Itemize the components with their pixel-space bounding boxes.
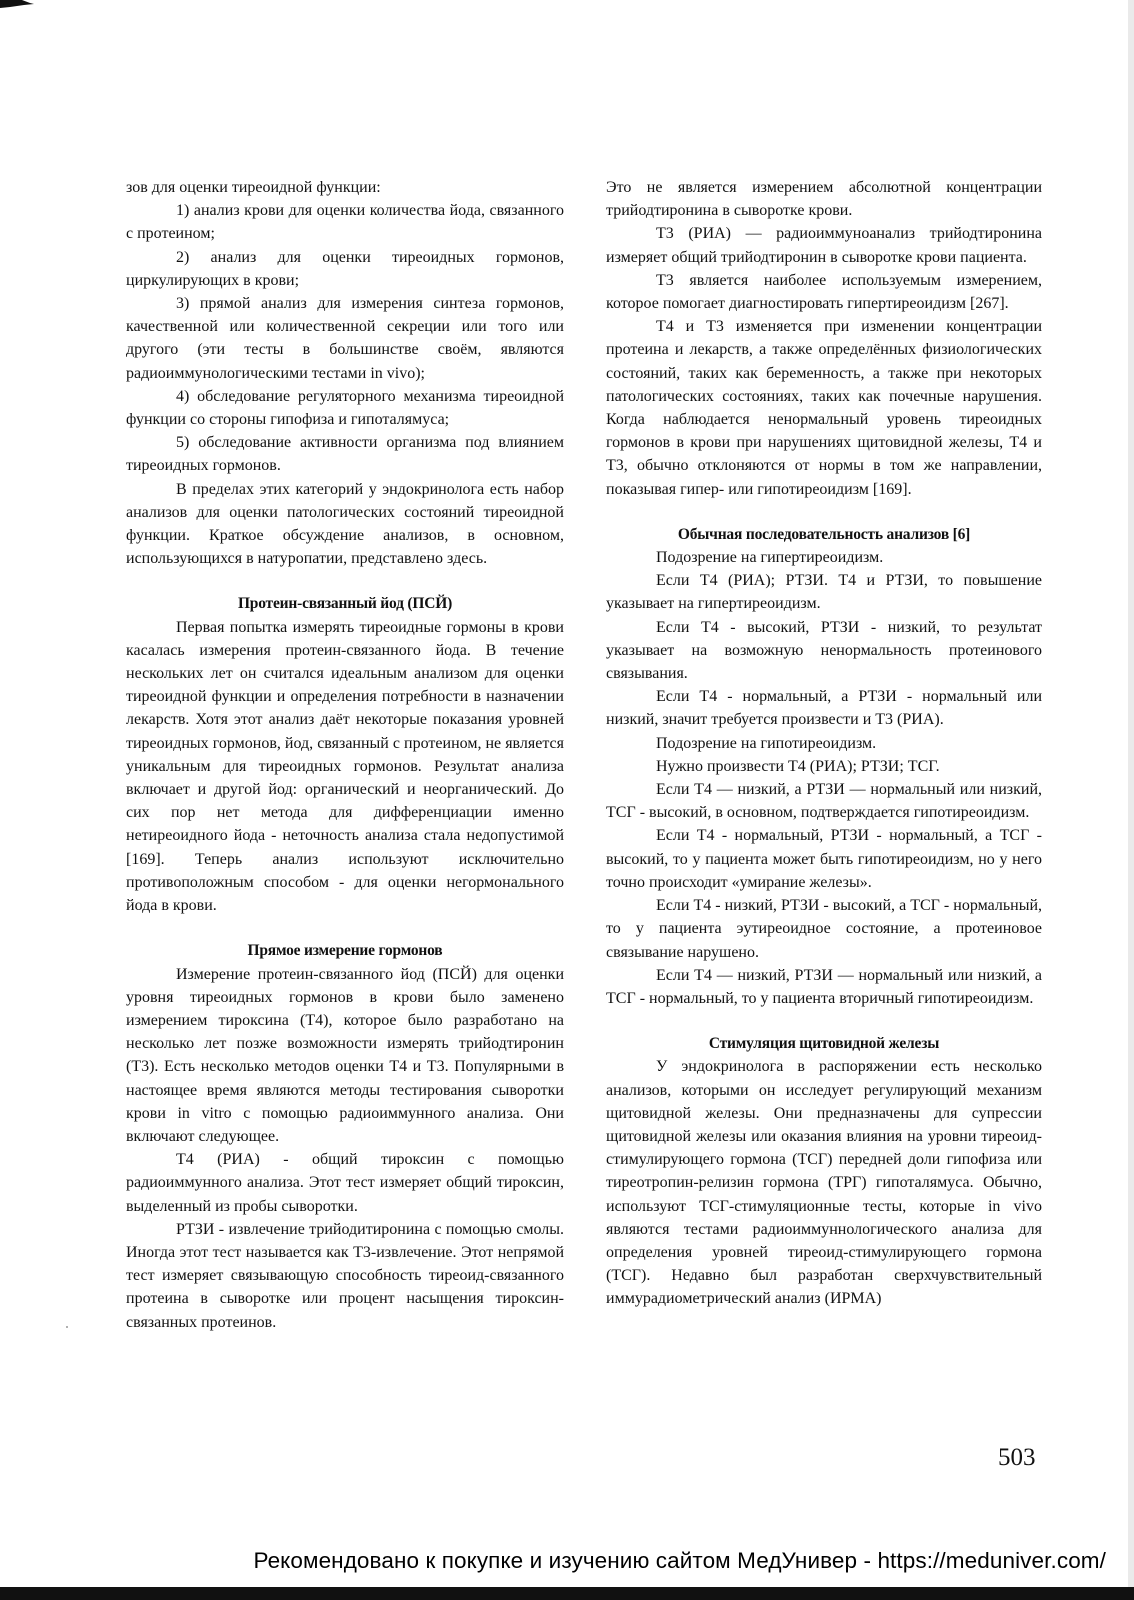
paragraph-psi: Первая попытка измерять тиреоидные гормоны в крови касалась измерения протеин-связанного йода. В течение нескольких лет он считался идеальным анализом для оценки тиреоидной функции и определения потребности в назначении лекарств. Хотя этот анализ даёт некоторые показания уровней тиреоидных гормонов, йод, связанный с протеином, не является уникальным для тиреоидных гормонов. Результат анализа включает и другой йод: органический и неорганический. До сих пор нет метода для дифференциации именно нетиреоидного йода - неточность анализа стала недопустимой [169]. Теперь анализ используют исключительно противоположным способом - для оценки негормонального йода в крови. (126, 618, 564, 915)
page-number: 503 (998, 1444, 1036, 1471)
paragraph-t4: Т4 (РИА) - общий тироксин с помощью радиоиммунного анализа. Этот тест измеряет общий тироксин, выделенный из пробы сыворотки. (126, 1151, 564, 1215)
paragraph-stimulation: У эндокринолога в распоряжении есть несколько анализов, которыми он исследует регулирующий механизм щитовидной железы. Они предназначены для супрессии щитовидной железы или оказания влияния на уровни тиреоид-стимулирующего гормона (ТСГ) передней доли гипофиза или тиреотропин-релизин гормона (ТРГ) гипоталямуса. Обычно, используют ТСГ-стимуляционные тесты, которые in vivo являются тестами радиоиммуннологического анализа для определения уровней тиреоид-стимулирующего гормона (ТСГ). Недавно был разработан сверхчувствительный иммурадиометрический анализ (ИРМА) (606, 1058, 1042, 1308)
footer-banner: Рекомендовано к покупке и изучению сайтом МедУнивер - https://meduniver.com/ (253, 1548, 1106, 1573)
sequence-item: Если Т4 - нормальный, РТЗИ - нормальный, а ТСГ - высокий, то у пациента может быть гипотиреоидизм, но у него точно происходит «умирание железы». (606, 827, 1042, 891)
sequence-item: Если Т4 — низкий, РТЗИ — нормальный или низкий, а ТСГ - нормальный, то у пациента вторичный гипотиреоидизм. (606, 966, 1042, 1007)
sequence-item: Если Т4 — низкий, а РТЗИ — нормальный или низкий, ТСГ - высокий, в основном, подтверждается гипотиреоидизм. (606, 781, 1042, 822)
scan-edge (1128, 0, 1134, 1600)
heading-psi: Протеин-связанный йод (ПСЙ) (237, 595, 453, 613)
bottom-rule (0, 1587, 1134, 1600)
heading-direct-measurement: Прямое измерение гормонов (247, 942, 443, 960)
sequence-item: Если Т4 - низкий, РТЗИ - высокий, а ТСГ - нормальный, то у пациента эутиреоидное состояние, а протеиновое связывание нарушено. (606, 897, 1042, 961)
paragraph-categories: В пределах этих категорий у эндокринолога есть набор анализов для оценки патологических состояний тиреоидной функции. Краткое обсуждение анализов, в основном, использующихся в натуропатии, представлено здесь. (126, 480, 564, 568)
intro-line: зов для оценки тиреоидной функции: (126, 179, 381, 196)
scan-corner-mark (0, 0, 34, 8)
list-item: 4) обследование регуляторного механизма тиреоидной функции со стороны гипофиза и гипоталямуса; (126, 387, 564, 429)
list-item: 5) обследование активности организма под влиянием тиреоидных гормонов. (126, 434, 564, 475)
paragraph-direct-measurement: Измерение протеин-связанного йод (ПСЙ) для оценки уровня тиреоидных гормонов в крови было заменено измерением тироксина (Т4), которое было разработано на несколько лет позже возможности измерять трийодтиронин (Т3). Есть несколько методов оценки Т4 и Т3. Популярными в настоящее время являются методы тестирования сыворотки крови in vitro с помощью радиоиммунного анализа. Они включают следующее. (126, 965, 564, 1145)
heading-sequence: Обычная последовательность анализов [6] (677, 525, 971, 543)
sequence-item: Если Т4 - нормальный, а РТЗИ - нормальный или низкий, значит требуется произвести и Т3 (РИА). (606, 688, 1042, 729)
sequence-item: Нужно произвести Т4 (РИА); РТЗИ; ТСГ. (656, 757, 940, 775)
paragraph-changes: Т4 и Т3 изменяется при изменении концентрации протеина и лекарств, а также определённых физиологических состояний, таких как беременность, а также при некоторых патологических состояниях, таких как почечные нарушения. Когда наблюдается ненормальный уровень тиреоидных гормонов в крови при нарушениях щитовидной железы, Т4 и Т3, обычно отклоняются от нормы в том же направлении, показывая гипер- или гипотиреоидизм [169]. (606, 318, 1042, 498)
list-item: 1) анализ крови для оценки количества йода, связанного с протеином; (126, 202, 564, 243)
scan-speck (66, 1326, 68, 1328)
left-column (126, 176, 564, 1334)
paragraph-continuation: Это не является измерением абсолютной концентрации трийодтиронина в сыворотке крови. (606, 179, 1042, 220)
sequence-item: Подозрение на гипертиреоидизм. (656, 549, 884, 567)
list-item: 3) прямой анализ для измерения синтеза гормонов, качественной или количественной секреции или того или другого (эти тесты в большинстве своём, являются радиоиммунологическими тестами in vivo); (126, 295, 564, 382)
right-column (606, 176, 1042, 1311)
heading-stimulation: Стимуляция щитовидной железы (708, 1035, 940, 1053)
list-item: 2) анализ для оценки тиреоидных гормонов, циркулирующих в крови; (126, 248, 564, 289)
paragraph-t3-used: Т3 является наиболее используемым измерением, которое помогает диагностировать гипертиреоидизм [267]. (606, 271, 1042, 313)
paragraph-t3: Т3 (РИА) — радиоиммуноанализ трийодтиронина измеряет общий трийодтиронин в сыворотке крови пациента. (606, 225, 1042, 266)
sequence-item: Подозрение на гипотиреоидизм. (656, 734, 877, 752)
sequence-item: Если Т4 (РИА); РТЗИ. Т4 и РТЗИ, то повышение указывает на гипертиреоидизм. (606, 572, 1042, 613)
paragraph-rtzi: РТЗИ - извлечение трийодитиронина с помощью смолы. Иногда этот тест называется как Т3-извлечение. Этот непрямой тест измеряет связывающую способность тиреоид-связанного протеина в сыворотке или процент насыщения тироксин-связанных протеинов. (126, 1220, 564, 1331)
sequence-item: Если Т4 - высокий, РТЗИ - низкий, то результат указывает на возможную ненормальность протеинового связывания. (606, 618, 1042, 683)
